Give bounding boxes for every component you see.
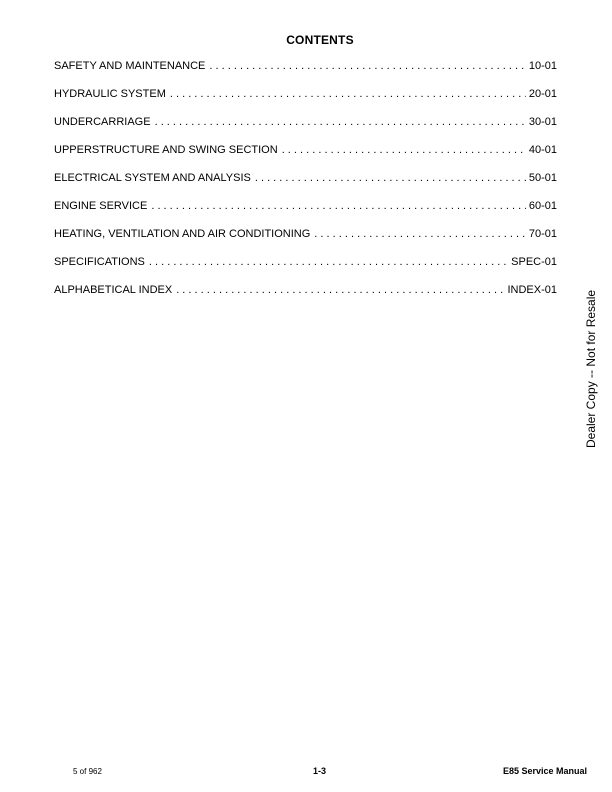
footer-manual-name: E85 Service Manual [503, 766, 588, 776]
toc-entry-upperstructure-and-swing[interactable] [54, 144, 557, 172]
toc-dot-leader [209, 60, 525, 72]
table-of-contents [54, 60, 557, 312]
toc-dot-leader [151, 200, 526, 212]
toc-entry-title: UPPERSTRUCTURE AND SWING SECTION [54, 144, 278, 156]
toc-dot-leader [255, 172, 526, 184]
toc-entry-engine-service[interactable] [54, 200, 557, 228]
toc-entry-page: 10-01 [528, 60, 557, 72]
toc-dot-leader [170, 88, 526, 100]
toc-dot-leader [314, 228, 526, 240]
toc-entry-page: 60-01 [528, 200, 557, 212]
toc-entry-title: ELECTRICAL SYSTEM AND ANALYSIS [54, 172, 251, 184]
toc-entry-title: UNDERCARRIAGE [54, 116, 151, 128]
toc-entry-electrical-system[interactable] [54, 172, 557, 200]
toc-entry-page: 30-01 [528, 116, 557, 128]
toc-entry-specifications[interactable] [54, 256, 557, 284]
toc-entry-title: HYDRAULIC SYSTEM [54, 88, 166, 100]
toc-entry-alphabetical-index[interactable] [54, 284, 557, 312]
toc-entry-page: 70-01 [528, 228, 557, 240]
dealer-copy-stamp: Dealer Copy -- Not for Resale [584, 289, 598, 448]
page-title: CONTENTS [286, 33, 354, 47]
footer-page-count: 5 of 962 [73, 767, 102, 776]
toc-entry-page: SPEC-01 [511, 256, 557, 268]
toc-entry-page: 20-01 [528, 88, 557, 100]
toc-entry-title: ALPHABETICAL INDEX [54, 284, 173, 296]
toc-dot-leader [149, 256, 508, 268]
toc-entry-safety-and-maintenance[interactable] [54, 60, 557, 88]
toc-entry-hydraulic-system[interactable] [54, 88, 557, 116]
footer-page-number: 1-3 [313, 766, 327, 776]
toc-dot-leader [176, 284, 504, 296]
toc-entry-page: 40-01 [528, 144, 557, 156]
toc-entry-title: ENGINE SERVICE [54, 200, 148, 212]
toc-entry-title: SPECIFICATIONS [54, 256, 145, 268]
toc-entry-heating-ventilation-ac[interactable] [54, 228, 557, 256]
toc-entry-page: INDEX-01 [507, 284, 557, 296]
toc-dot-leader [155, 116, 526, 128]
toc-entry-title: HEATING, VENTILATION AND AIR CONDITIONING [54, 228, 311, 240]
toc-entry-title: SAFETY AND MAINTENANCE [54, 60, 206, 72]
toc-dot-leader [282, 144, 526, 156]
toc-entry-undercarriage[interactable] [54, 116, 557, 144]
toc-entry-page: 50-01 [528, 172, 557, 184]
